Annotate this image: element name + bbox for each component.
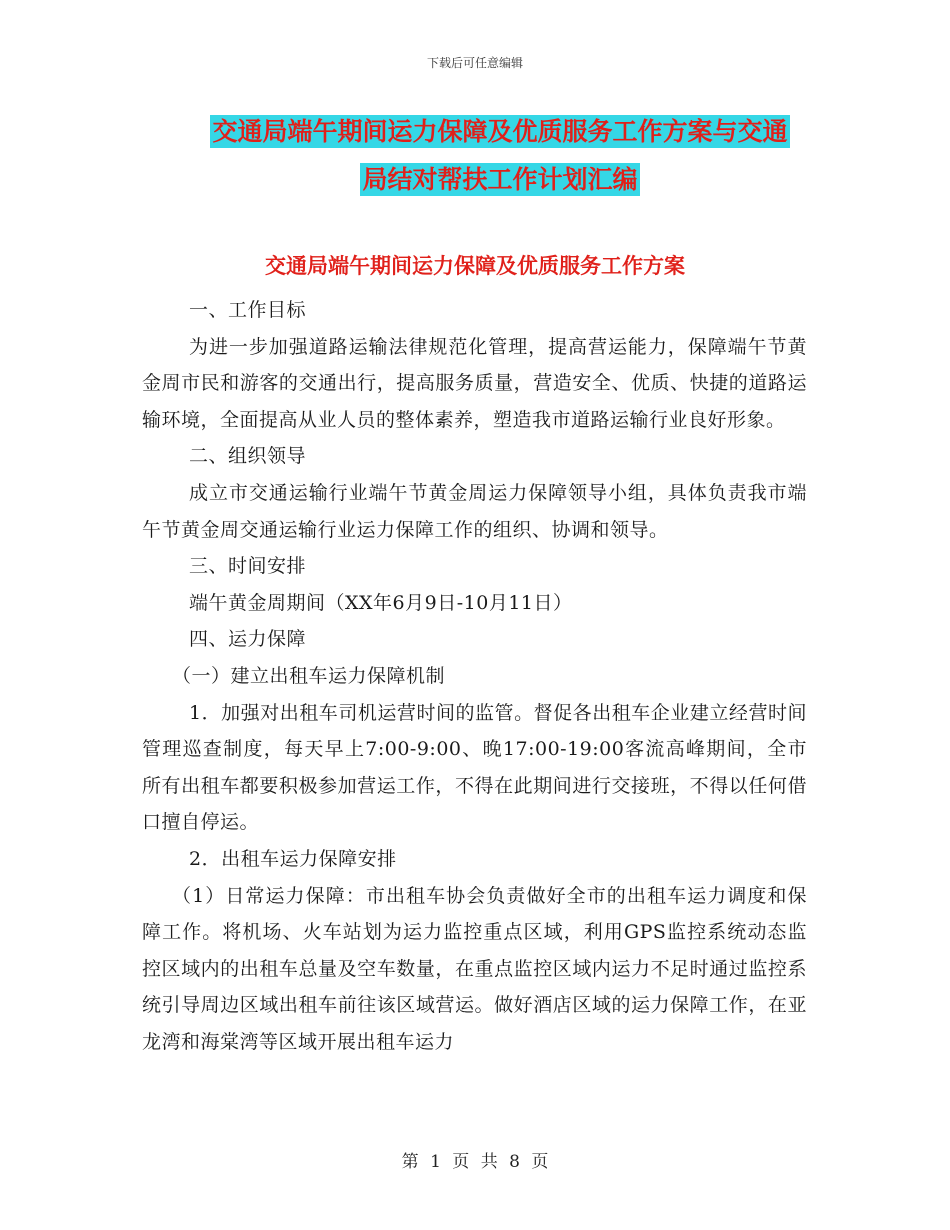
document-title <box>150 108 850 204</box>
heading-schedule: 三、时间安排 <box>189 555 307 578</box>
heading-organization: 二、组织领导 <box>189 445 307 468</box>
document-title-line-1: 交通局端午期间运力保障及优质服务工作方案与交通 <box>212 117 788 146</box>
section-title: 交通局端午期间运力保障及优质服务工作方案 <box>265 254 685 278</box>
document-body <box>142 292 807 1060</box>
header-note: 下载后可任意编辑 <box>426 56 523 70</box>
paragraph-schedule: 端午黄金周期间（XX年6月9日-10月11日） <box>189 591 573 614</box>
paragraph-work-goal: 为进一步加强道路运输法律规范化管理，提高营运能力，保障端午节黄金周市民和游客的交通出行，提高服务质量，营造安全、优质、快捷的道路运输环境，全面提高从业人员的整体素养，塑造我市道路运输行业良好形象。 <box>142 335 807 431</box>
paragraph-taxi-supervision: 1．加强对出租车司机运营时间的监管。督促各出租车企业建立经营时间管理巡查制度，每天早上7:00-9:00、晚17:00-19:00客流高峰期间，全市所有出租车都要积极参加营运工作，不得在此期间进行交接班，不得以任何借口擅自停运。 <box>142 701 807 834</box>
paragraph-daily-capacity: （1）日常运力保障：市出租车协会负责做好全市的出租车运力调度和保障工作。将机场、火车站划为运力监控重点区域，利用GPS监控系统动态监控区域内的出租车总量及空车数量，在重点监控区域内运力不足时通过监控系统引导周边区域出租车前往该区域营运。做好酒店区域的运力保障工作，在亚龙湾和海棠湾等区域开展出租车运力 <box>142 884 807 1053</box>
heading-capacity: 四、运力保障 <box>189 628 307 651</box>
paragraph-organization: 成立市交通运输行业端午节黄金周运力保障领导小组，具体负责我市端午节黄金周交通运输行业运力保障工作的组织、协调和领导。 <box>142 481 807 541</box>
page-number: 第 1 页 共 8 页 <box>401 1152 549 1172</box>
heading-work-goal: 一、工作目标 <box>189 299 307 321</box>
document-title-line-2: 局结对帮扶工作计划汇编 <box>362 165 638 194</box>
subheading-taxi-arrangement: 2．出租车运力保障安排 <box>189 847 397 870</box>
subheading-taxi-mechanism: （一）建立出租车运力保障机制 <box>172 664 446 687</box>
